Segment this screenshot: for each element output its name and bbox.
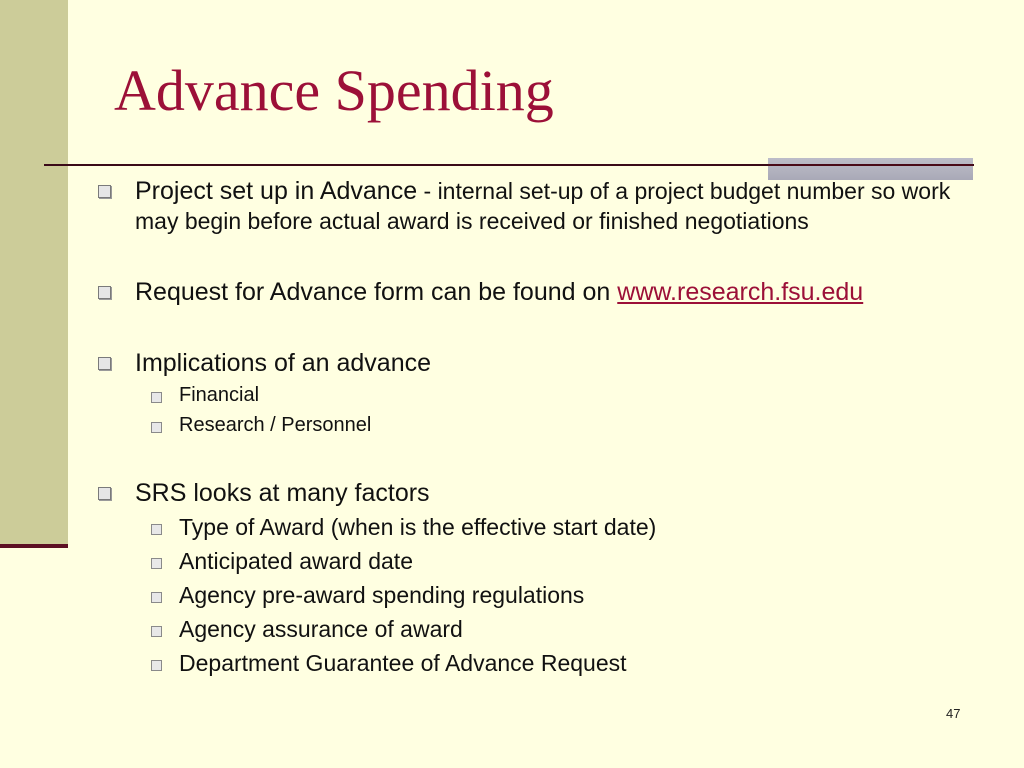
sub-bullet [96, 380, 996, 410]
square-bullet-icon [98, 357, 111, 370]
bullet-text: SRS looks at many factors [135, 479, 430, 507]
square-bullet-icon [151, 422, 162, 433]
sub-bullet-text: Agency assurance of award [179, 616, 463, 642]
square-bullet-icon [151, 524, 162, 535]
square-bullet-icon [151, 592, 162, 603]
sidebar-decoration [0, 0, 68, 545]
sub-bullet-text: Department Guarantee of Advance Request [179, 650, 627, 676]
square-bullet-icon [98, 185, 111, 198]
bullet-lead: Project set up in Advance [135, 177, 418, 205]
page-number: 47 [946, 706, 961, 721]
sub-bullet-text: Type of Award (when is the effective start date) [179, 514, 657, 540]
sub-bullet-text: Anticipated award date [179, 548, 413, 574]
square-bullet-icon [151, 660, 162, 671]
sidebar-accent-line [0, 544, 68, 548]
bullet-request-form [96, 277, 996, 307]
sub-bullet [96, 646, 996, 680]
bullet-implications [96, 348, 996, 378]
research-website-link[interactable]: www.research.fsu.edu [617, 278, 864, 306]
sub-bullet [96, 612, 996, 646]
bullet-srs-factors [96, 478, 996, 508]
sub-bullet [96, 410, 996, 440]
bullet-project-setup [96, 176, 996, 236]
square-bullet-icon [151, 392, 162, 403]
sub-bullet-text: Research / Personnel [179, 414, 372, 436]
slide-content [96, 176, 996, 680]
square-bullet-icon [151, 626, 162, 637]
sub-bullet [96, 544, 996, 578]
bullet-rest: - internal set-up of a project budget number so work may begin before actual award is received or finished negotiations [135, 178, 951, 234]
square-bullet-icon [98, 286, 111, 299]
square-bullet-icon [151, 558, 162, 569]
sub-bullet-text: Agency pre-award spending regulations [179, 582, 585, 608]
bullet-text: Request for Advance form can be found on [135, 278, 618, 306]
sub-bullet [96, 510, 996, 544]
sub-bullet-text: Financial [179, 384, 260, 406]
bullet-text: Implications of an advance [135, 349, 432, 377]
slide-title: Advance Spending [114, 58, 554, 123]
sub-bullet [96, 578, 996, 612]
square-bullet-icon [98, 487, 111, 500]
